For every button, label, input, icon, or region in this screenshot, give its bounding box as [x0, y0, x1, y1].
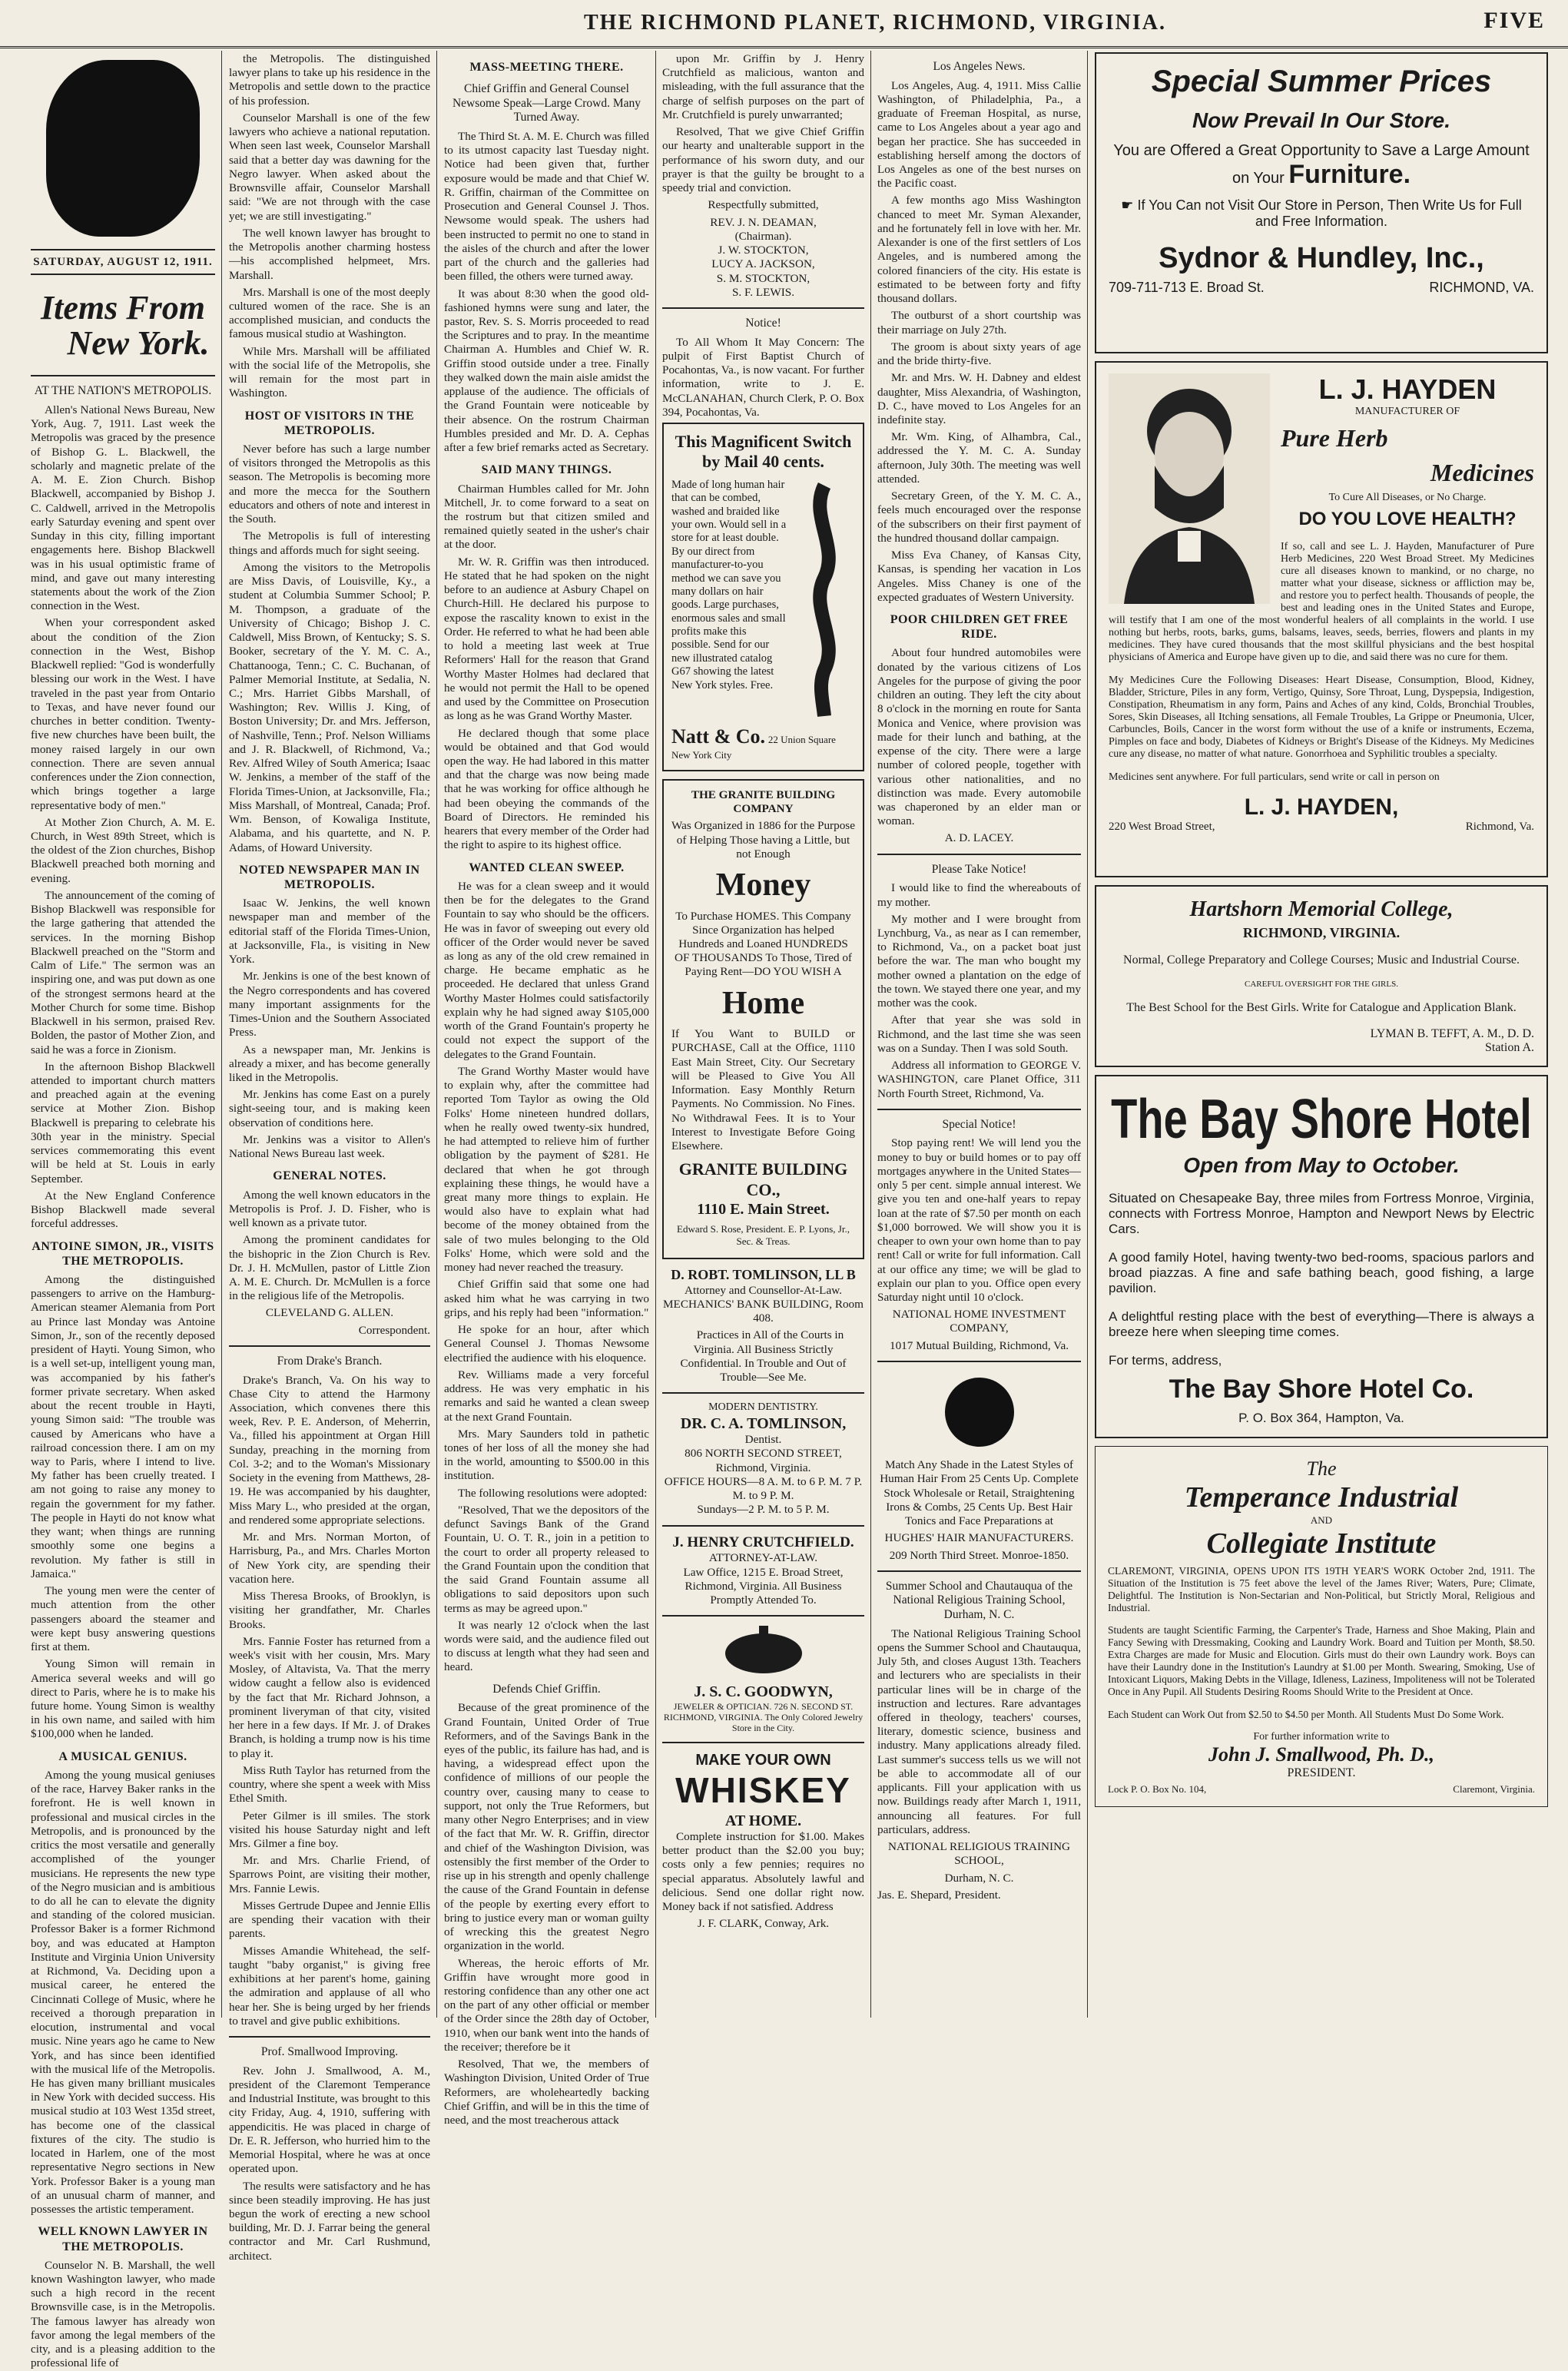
article-paragraph: At Mother Zion Church, A. M. E. Church, in West 89th Street, which is the oldest of the Zion churches, Bishop Blackwell preached both morning and evening. — [31, 815, 215, 885]
dentist-hours: Sundays—2 P. M. to 5 P. M. — [697, 1503, 830, 1517]
article-paragraph: The Third St. A. M. E. Church was filled to its utmost capacity last Tuesday night. Notice had been given that, further exposure would be made and that Chief W. R. Griffin, chairman of the Committee on Prosecution and General Counsel J. Thos. Newsome would speak. The ushers had been instructed to permit no one to stand in the aisles of the church and after the lower part of the church and the galleries had been filled, the others were turned away. — [444, 129, 649, 284]
summer-line-2-text: If You Can not Visit Our Store in Person, Then Write Us for Full and Free Information. — [1137, 197, 1522, 229]
granite-line: If You Want to BUILD or PURCHASE, Call at the Office, 1110 East Main Street, City. Our Secretary will be Pleased to Give You All Information. Easy Monthly Return Payments. No Commission. No Fines. No Withdrawal Fees. It is to Your Interest to Investigate Before Going Elsewhere. — [671, 1027, 855, 1152]
hayden-city: Richmond, Va. — [1465, 821, 1534, 833]
hayden-name: L. J. HAYDEN — [1318, 373, 1497, 405]
column-rule — [870, 51, 871, 2018]
law-line: Practices in All of the Courts in Virginia. All Business Strictly Confidential. In Trouble and Out of Trouble—See Me. — [680, 1328, 847, 1384]
whiskey-line-2: WHISKEY — [675, 1769, 851, 1810]
temperance-and: AND — [1310, 1514, 1333, 1526]
bayshore-paragraph: Situated on Chesapeake Bay, three miles from Fortress Monroe, Virginia, connects with Fortress Monroe, Hampton and Newport News by Electric Cars. — [1109, 1190, 1534, 1236]
dentist-hours: OFFICE HOURS—8 A. M. to 6 P. M. 7 P. M. to 9 P. M. — [664, 1474, 863, 1503]
section-heading: Los Angeles News. — [933, 60, 1026, 73]
article-paragraph: Address all information to GEORGE V. WASHINGTON, care Planet Office, 311 North Fourth Street, Richmond, Va. — [877, 1059, 1081, 1100]
article-paragraph: Mr. Wm. King, of Alhambra, Cal., addressed the Y. M. C. A. Sunday afternoon, July 30th. The meeting was well attended. — [877, 430, 1081, 486]
article-paragraph: The National Religious Training School opens the Summer School and Chautauqua, July 5th, and closes August 13th. Teachers and lecturers who are specialists in their particular lines will be in charge of the instruction and lectures. Rare advantages offered in theology, teachers' courses, literary, domestic science, business and industry. Many applications already filed. Last summer's success tells us we will not be able to accommodate all of our applicants. Fill your application with us now. Buildings ready after March 1, 1911, announcing all features. For full particulars, address. — [877, 1627, 1081, 1836]
hair-ad-address: 209 North Third Street. Monroe-1850. — [889, 1548, 1069, 1562]
dentist-title: MODERN DENTISTRY. — [708, 1401, 818, 1414]
article-paragraph: Respectfully submitted, — [708, 198, 819, 212]
hair-icon — [933, 1370, 1026, 1454]
hayden-ad — [1095, 361, 1548, 877]
masthead-title: THE RICHMOND PLANET, RICHMOND, VIRGINIA. — [584, 11, 1167, 35]
signature: A. D. LACEY. — [944, 831, 1014, 845]
column-rule — [1087, 51, 1088, 2018]
switch-ad-head: This Magnificent Switch — [675, 431, 852, 451]
hartshorn-station: Station A. — [1484, 1041, 1534, 1054]
article-paragraph: He spoke for an hour, after which General Counsel J. Thomas Newsome electrified the audience with his eloquence. — [444, 1323, 649, 1365]
article-paragraph: Miss Ruth Taylor has returned from the country, where she spent a week with Miss Ethel Smith. — [229, 1763, 430, 1806]
temperance-name: John J. Smallwood, Ph. D., — [1208, 1743, 1434, 1766]
hayden-name-2: L. J. HAYDEN, — [1244, 794, 1399, 820]
bayshore-title: The Bay Shore Hotel — [1111, 1086, 1532, 1150]
article-paragraph: Mrs. Mary Saunders told in pathetic tones of her loss of all the money she had in the world, amounting to $500.00 in this institution. — [444, 1427, 649, 1483]
article-paragraph: Mr. Jenkins was a visitor to Allen's National News Bureau last week. — [229, 1132, 430, 1161]
hartshorn-signature: LYMAN B. TEFFT, A. M., D. D. — [1370, 1027, 1534, 1040]
hair-ad — [877, 1370, 1081, 1563]
hayden-address-row — [1109, 821, 1534, 834]
article-paragraph: Resolved, That we, the members of Washington Division, United Order of True Reformers, are wholeheartedly backing Chief Griffin, and will be in this the time of need, and the most treacherous attack — [444, 2058, 649, 2127]
article-paragraph: Young Simon will remain in America several weeks and will go direct to Paris, where he is to make his future home. Young Simon is wealthy in his own name, and sailed with him $100,000 when he landed. — [31, 1657, 215, 1741]
company-address: 1017 Mutual Building, Richmond, Va. — [889, 1338, 1069, 1352]
crutchfield-name: J. HENRY CRUTCHFIELD. — [672, 1534, 854, 1550]
section-heading: GENERAL NOTES. — [273, 1169, 386, 1183]
temperance-city: Claremont, Virginia. — [1453, 1783, 1535, 1796]
headline — [31, 290, 215, 361]
divider — [877, 1361, 1081, 1362]
whiskey-line-3: AT HOME. — [724, 1812, 802, 1829]
section-heading: Defends Chief Griffin. — [492, 1682, 601, 1696]
granite-officers: Edward S. Rose, President. E. P. Lyons, Jr., Sec. & Treas. — [677, 1223, 850, 1247]
divider — [877, 854, 1081, 855]
hartshorn-city: RICHMOND, VIRGINIA. — [1242, 925, 1401, 940]
article-paragraph: Among the prominent candidates for the bishopric in the Zion Church is Rev. Dr. J. H. McMullen, pastor of Little Zion A. M. E. Church. Dr. McMullen is a force in the religious life of the Metropolis. — [229, 1233, 430, 1303]
goodwyn-body: JEWELER & OPTICIAN. 726 N. SECOND ST. RICHMOND, VIRGINIA. The Only Colored Jewelry Store in the City. — [663, 1700, 864, 1734]
article-paragraph: Resolved, That we give Chief Griffin our hearty and unalterable support in the performance of his sworn duty, and our prayer is that the guilty be brought to a speedy trial and conviction. — [662, 125, 864, 195]
article-paragraph: In the afternoon Bishop Blackwell attended to important church matters and preached again at the evening service at Mother Zion. Bishop Blackwell is preparing to celebrate his 30th year in the ministry. Special services commemorating this event will be held at St. Louis in early September. — [31, 1059, 215, 1186]
article-paragraph: Whereas, the heroic efforts of Mr. Griffin have wrought more good in restoring confidence than any other one act on the part of any other official or member of the Order since the 28th day of October, 1910, when our bank went into the hands of the receiver; therefore be it — [444, 1956, 649, 2054]
pocket-watch-icon — [718, 1624, 810, 1678]
article-paragraph: Mr. W. R. Griffin was then introduced. He stated that he had spoken on the night before to an audience at Asbury Chapel on Church-Hill. He declared his purpose to expose the rascality known to exist in the Order. He referred to what he had been able to hold a meeting last week at True Reformers' Hall for the reason that Grand Worthy Master Holmes had declared that he would not permit the Hall to be opened and used by the Committee on Prosecution as long as he was Grand Worthy Master. — [444, 555, 649, 723]
hayden-cure: To Cure All Diseases, or No Charge. — [1328, 492, 1487, 503]
article-paragraph: Peter Gilmer is ill smiles. The stork visited his house Saturday night and left Mrs. Gilmer a fine boy. — [229, 1809, 430, 1851]
hayden-question: DO YOU LOVE HEALTH? — [1298, 509, 1517, 529]
temperance-body: Students are taught Scientific Farming, the Carpenter's Trade, Harness and Shoe Making, Plain and Fancy Sewing with Dressmaking, Cooking and Laundry Work. Board and Tuition per Month, $8.50. Extra Charges are made for Music and Elocution. Girls must do their own Laundry work. Boys can have their Laundry done in the Institution's Laundry at $1.00 per Month. Swearing, Smoking, Use of Intoxicant Liquors, Making Debts in the Village, Idleness, Laziness, Impoliteness will not be Tolerated Once in Any Pupil. All Students Desiring Rooms Should Write to the President at Once. — [1108, 1624, 1535, 1698]
divider — [662, 307, 864, 309]
bayshore-paragraph: A delightful resting place with the best of everything—There is always a breeze here when sleeping time comes. — [1109, 1308, 1534, 1339]
article-paragraph: As a newspaper man, Mr. Jenkins is already a mixer, and has become generally liked in the Metropolis. — [229, 1043, 430, 1084]
page-number: FIVE — [1483, 8, 1545, 33]
granite-address: 1110 E. Main Street. — [697, 1201, 830, 1218]
article-paragraph: Rev. Williams made a very forceful address. He was very emphatic in his remarks and said he wanted a clean sweep at the next Grand Fountain. — [444, 1368, 649, 1424]
company-name: NATIONAL HOME INVESTMENT COMPANY, — [892, 1308, 1066, 1335]
column-rule — [436, 51, 437, 2018]
article-paragraph: Secretary Green, of the Y. M. C. A., feels much encouraged over the response of the subscribers on their first payment of the hundred thousand dollar campaign. — [877, 489, 1081, 545]
column-rule — [221, 51, 222, 2018]
dentist-ad — [662, 1401, 864, 1517]
pointing-hand-icon: ☛ — [1121, 197, 1134, 213]
divider — [662, 1742, 864, 1743]
divider — [877, 1109, 1081, 1110]
article-paragraph: Isaac W. Jenkins, the well known newspaper man and member of the editorial staff of the Florida Times-Union, at Jacksonville, Fla., is visiting in New York. — [229, 897, 430, 967]
granite-company: GRANITE BUILDING CO., — [678, 1159, 848, 1199]
bayshore-ad — [1095, 1075, 1548, 1438]
summer-prices-ad — [1095, 52, 1548, 353]
summer-line — [1109, 142, 1534, 190]
hayden-body: If so, call and see L. J. Hayden, Manufacturer of Pure Herb Medicines, 220 West Broad Street. My Medicines cure all diseases known to mankind, or no charge, no matter what your disease, sickness or affliction may be, and restore you to perfect health. Thousands of people, the best and leading ones in the United States and Europe, will testify that I am one of the most wonderful healers of all complaints in the world. I use nothing but herbs, roots, barks, gums, balsams, leaves, seeds, berries, flowers and plants in my medicines. They have cured thousands that the most skillful physicians and the best hospital physicians of America and Europe have given up to die, and said there was no cure for them. — [1109, 541, 1534, 663]
signers — [662, 216, 864, 300]
article-paragraph: A few months ago Miss Washington chanced to meet Mr. Syman Alexander, and he fortunately fell in love with her. Mr. Alexander is one of the first settlers of Los Angeles, and is numbered among the colored financiers of the city. His estate is estimated to be between forty and fifty thousand dollars. — [877, 194, 1081, 306]
section-heading: WANTED CLEAN SWEEP. — [469, 861, 625, 874]
switch-ad-body: Made of long human hair that can be combed, washed and braided like your own. Would sell in a store for at least double. By our direct from manufacturer-to-you method we can save you many dollars on hair goods. Large purchases, enormous sales and small profits make this possible. Send for our new illustrated catalog G67 showing the latest New York styles. Free. — [671, 478, 787, 691]
article-paragraph: upon Mr. Griffin by J. Henry Crutchfield as malicious, wanton and misleading, with the full assurance that the charge of selfish purposes on the part of Mr. Crutchfield is purely unwarranted; — [662, 52, 864, 121]
article-paragraph: Mr. and Mrs. Norman Morton, of Harrisburg, Pa., and Mrs. Charles Morton of New York city, are spending their vacation here. — [229, 1530, 430, 1586]
article-paragraph: The groom is about sixty years of age and the bride thirty-five. — [877, 340, 1081, 368]
temperance-box-row — [1108, 1783, 1535, 1796]
divider — [31, 375, 215, 376]
whiskey-body: Complete instruction for $1.00. Makes better product than the $2.00 you buy; costs only a few pennies; requires no special apparatus. Absolutely lawful and delicious. Send one dollar right now. Money back if not satisfied. Address — [662, 1829, 864, 1914]
crutchfield-body: Law Office, 1215 E. Broad Street, Richmond, Virginia. All Business Promptly Attended To. — [683, 1565, 844, 1607]
hayden-portrait — [1109, 373, 1270, 604]
granite-line: To Purchase HOMES. This Company Since Organization has helped Hundreds and Loaned HUNDREDS OF THOUSANDS To Those, Tired of Paying Rent—DO YOU WISH A — [674, 909, 852, 979]
section-heading: Summer School and Chautauqua of the National Religious Training School, Durham, N. C. — [885, 1579, 1073, 1621]
divider — [877, 1570, 1081, 1572]
article-paragraph: At the New England Conference Bishop Blackwell made several forceful addresses. — [31, 1189, 215, 1231]
switch-ad-address: 22 Union Square New York City — [671, 733, 836, 761]
hayden-body: My Medicines Cure the Following Diseases: Heart Disease, Consumption, Blood, Kidney, Bladder, Stricture, Piles in any form, Vertigo, Quinsy, Sore Throat, Lung, Dyspepsia, Indigestion, Constipation, Rheumatism in any form, Pains and Aches of any kind, Colds, Bronchial Troubles, Sores, Skin Diseases, all Itching sensations, all Female Troubles, La Grippe or Pneumonia, Ulcer, Carbuncles, Boils, Cancer in the worst form without the use of a knife or instruments, Eczema, Pimples on face and body, Diabetes of Kidneys or Bright's Disease of the Kidneys. My Medicines cure any disease, no matter of what nature. Gonorrhoea and Syphilitic troubles a specialty. — [1109, 675, 1534, 760]
article-paragraph: Miss Eva Chaney, of Kansas City, Kansas, is spending her vacation in Los Angeles. Miss Chaney is one of the expected graduates of Western University. — [877, 549, 1081, 604]
column-4 — [662, 52, 864, 2015]
hartshorn-line: Normal, College Preparatory and College Courses; Music and Industrial Course. — [1123, 953, 1520, 967]
article-paragraph: The outburst of a short courtship was their marriage on July 27th. — [877, 309, 1081, 337]
goodwyn-ad — [662, 1624, 864, 1733]
section-heading: SAID MANY THINGS. — [481, 463, 612, 477]
switch-ad-firm: Natt & Co. — [671, 725, 766, 748]
article-paragraph: About four hundred automobiles were donated by the various citizens of Los Angeles for the purpose of giving the poor children an outing. They left the city about 8 o'clock in the morning en route for Santa Monica and Venice, where provision was made for their lunch and bathing, at the expense of the city. There were a large number of colored people, together with various other nationalities, and no distinction was made. Every automobile was chaperoned by an elder man or woman. — [877, 646, 1081, 828]
summer-furniture: Furniture. — [1288, 160, 1411, 189]
switch-ad — [662, 423, 864, 771]
temperance-title-1: Temperance Industrial — [1184, 1481, 1459, 1514]
article-paragraph: Among the well known educators in the Metropolis is Prof. J. D. Fisher, who is well known as a private tutor. — [229, 1188, 430, 1230]
dentist-name: DR. C. A. TOMLINSON, — [680, 1415, 847, 1433]
section-heading: Please Take Notice! — [931, 862, 1027, 876]
article-paragraph: He declared though that some place would be obtained and that God would open the way. He had labored in this matter and that the charge was now being made that he was working for office although he had been obeying the commands of the Board of Directors. He reminded his hearers that every member of the Order had the right to aspire to its highest office. — [444, 726, 649, 852]
whiskey-ad — [662, 1751, 864, 1932]
signer: J. W. STOCKTON, — [718, 244, 809, 257]
temperance-box: Lock P. O. Box No. 104, — [1108, 1783, 1207, 1796]
article-paragraph: Mr. Jenkins is one of the best known of the Negro correspondents and has covered many important assignments for the Times-Union and the Southern Associated Press. — [229, 970, 430, 1040]
subheading: AT THE NATION'S METROPOLIS. — [34, 384, 212, 398]
section-heading: POOR CHILDREN GET FREE RIDE. — [890, 613, 1069, 642]
subheading: Chief Griffin and General Counsel Newsome Speak—Large Crowd. Many Turned Away. — [452, 82, 641, 124]
article-paragraph: It was about 8:30 when the good old-fashioned hymns were sung and later, the pastor, Rev. S. S. Morris proceeded to read the Scriptures and to pray. In the meantime Chairman A. Humbles and Chief W. R. Griffin stood outside under a tree. Finally they walked down the main aisle amidst the applause of the audience. The officials of the Grand Fountain were noticeable by their absence. On the rostrum Chairman Humbles presided and Mr. D. A. Cephas after a few brief remarks acted as Secretary. — [444, 287, 649, 455]
signature-title: Correspondent. — [358, 1323, 430, 1337]
article-paragraph: It was nearly 12 o'clock when the last words were said, and the audience filed out to discuss at length what they had seen and heard. — [444, 1618, 649, 1674]
dentist-address: 806 NORTH SECOND STREET, Richmond, Virginia. — [685, 1447, 842, 1474]
temperance-title-2: Collegiate Institute — [1206, 1527, 1437, 1560]
dentist-sub: Dentist. — [744, 1433, 782, 1447]
article-paragraph: Mrs. Fannie Foster has returned from a week's visit with her cousin, Mrs. Mary Mosley, of Altavista, Va. That the merry widow caught a fellow also is evidenced by the fact that Mr. Richard Johnson, a prominent liveryman of that city, visited her here in a few days. If Mr. J. of Drakes Branch, is holding a trump now is his time to play it. — [229, 1634, 430, 1760]
hayden-medicines: Medicines — [1430, 459, 1534, 486]
article-paragraph: While Mrs. Marshall will be affiliated with the social life of the Metropolis, she will remain for the most part in Washington. — [229, 344, 430, 400]
article-paragraph: Los Angeles, Aug. 4, 1911. Miss Callie Washington, of Philadelphia, Pa., a graduate of Freeman Hospital, as nurse, came to Los Angeles about a year ago and began her practice. She has succeeded in establishing herself among the doctors of Los Angeles as one of the best nurses on the Pacific coast. — [877, 78, 1081, 191]
article-paragraph: Among the distinguished passengers to arrive on the Hamburg-American steamer Alemania from Port au Prince last Monday was Antoine Simon, Jr., son of the recently deposed president of Hayti. Young Simon, who is a well set-up, intelligent young man, was accompanied by his father's former private secretary. When asked about the recent trouble in Hayti, young Simon said: "The trouble was caused by Americans who have a railroad concession there. I am on my way to Paris, where I intend to live. My father has been cruelly treated. I am not going to raise any money to regain the government for my father. The people in Hayti do not know what they want; when things are running smoothly some one begins a revolution. My father is still in Jamaica." — [31, 1272, 215, 1580]
crutchfield-sub: ATTORNEY-AT-LAW. — [708, 1551, 818, 1565]
article-paragraph: Drake's Branch, Va. On his way to Chase City to attend the Harmony Association, which convenes there this week, Rev. P. E. Anderson, of Meherrin, Va., filled his appointment at Organ Hill Sunday, preaching in the morning from Col. 3-2; and to the Woman's Missionary Society in the evening from Matthews, 28-19. He was accompanied by his daughter, Miss Mary L., who presided at the organ, and rendered some appropriate selections. — [229, 1373, 430, 1527]
summer-line-text: You are Offered a Great Opportunity to Save a Large Amount on Your — [1113, 142, 1530, 187]
temperance-the: The — [1306, 1457, 1337, 1480]
article-paragraph: My mother and I were brought from Lynchburg, Va., as near as I can remember, to Richmond, Va., on a packet boat just before the war. The man who bought my mother owned a plantation on the edge of the town. We stayed there one year, and my mother was the cook. — [877, 912, 1081, 1010]
column-2 — [229, 52, 430, 2263]
article-paragraph: Allen's National News Bureau, New York, Aug. 7, 1911. Last week the Metropolis was graced by the presence of Bishop G. L. Blackwell, the scholarly and magnetic prelate of the A. M. E. Zion Church. Bishop Blackwell, accompanied by Bishop J. C. Caldwell, arrived in the Metropolis early Saturday evening and spent over Sunday in this city, filling important engagements here. Bishop Blackwell was in his usual optimistic frame of mind, and gave out many interesting statements about the work of the Zion connection in the West. — [31, 403, 215, 613]
law-line: Attorney and Counsellor-At-Law. MECHANICS' BANK BUILDING, Room 408. — [663, 1283, 864, 1325]
section-heading: HOST OF VISITORS IN THE METROPOLIS. — [244, 409, 415, 437]
article-paragraph: the Metropolis. The distinguished lawyer plans to take up his residence in the Metropolis and settle down to the practice of his profession. — [229, 52, 430, 108]
hartshorn-ad — [1095, 885, 1548, 1067]
granite-home: Home — [721, 985, 805, 1021]
summer-address-row — [1109, 280, 1534, 296]
dateline: SATURDAY, AUGUST 12, 1911. — [31, 249, 215, 275]
section-heading: Notice! — [745, 316, 781, 330]
divider — [229, 1345, 430, 1347]
hair-ad-body: Match Any Shade in the Latest Styles of Human Hair From 25 Cents Up. Complete Stock Wholesale or Retail, Straightening Irons & Combs, 25 Cents Up. Best Hair Tonics and Face Preparations at — [880, 1458, 1079, 1528]
hayden-sub: MANUFACTURER OF — [1354, 406, 1460, 417]
article-paragraph: Stop paying rent! We will lend you the money to buy or build homes or to pay off mortgages anywhere in the United States—only 5 per cent. simple annual interest. We give you ten and one-half years to repay loan at the rate of $7.50 per month on each $1,000 borrowed. We will show you it is cheaper to own your own home than to pay rent! Call or write for full information. Call at our office any time; we will be glad to explain our plan to you. Office open every Saturday night until 10 o'clock. — [877, 1136, 1081, 1304]
article-paragraph: Counselor Marshall is one of the few lawyers who achieve a national reputation. When seen last week, Counselor Marshall said that a better day was dawning for the Negro lawyer. When asked about the Brownsville affair, Counselor Marshall said: "We are not through with the case yet; we are still investigating." — [229, 111, 430, 223]
hayden-address: 220 West Broad Street, — [1109, 821, 1215, 833]
bayshore-company: The Bay Shore Hotel Co. — [1169, 1374, 1474, 1404]
goodwyn-name: J. S. C. GOODWYN, — [694, 1683, 833, 1700]
article-paragraph: The results were satisfactory and he has since been steadily improving. He has just begun the work of erecting a new school building, Mr. D. J. Farrar being the general contractor and Mr. Carl Rushmund, architect. — [229, 2179, 430, 2263]
divider — [662, 1525, 864, 1527]
whiskey-address: J. F. CLARK, Conway, Ark. — [697, 1917, 830, 1931]
school-signature: NATIONAL RELIGIOUS TRAINING SCHOOL, — [887, 1840, 1071, 1868]
bayshore-open: Open from May to October. — [1183, 1152, 1460, 1177]
signer: REV. J. N. DEAMAN, — [710, 215, 817, 229]
tomlinson-law-ad — [662, 1267, 864, 1384]
column-5 — [877, 52, 1081, 2015]
temperance-body: CLAREMONT, VIRGINIA, OPENS UPON ITS 19TH YEAR'S WORK October 2nd, 1911. The Situation of the Institution is 75 feet above the level of the James River; Waters, Pure; Climate, Delightful. The Institution is Non-Sectarian and Non-Political, but Strictly Moral, Religious and Industrial. — [1108, 1564, 1535, 1613]
divider — [662, 1615, 864, 1617]
temperance-ad — [1095, 1446, 1548, 1808]
column-rule — [655, 51, 656, 2018]
article-paragraph: Among the visitors to the Metropolis are Miss Davis, of Louisville, Ky., a student at Columbia Summer School; P. M. Thompson, a graduate of the University of Chicago; Bishop J. C. Caldwell, Miss Brown, of Kentucky; S. S. Booker, secretary of the Y. M. C. A., Chattanooga, Tenn.; C. C. Buchanan, of Palmer Memorial Institute, at Sedalia, N. C.; Mrs. Harriet Gibbs Marshall, of Washington; Rev. Willis J. King, of Boston University; Dr. and Mrs. Jefferson, of Nashville, Tenn.; Prof. Nelson Williams and J. R. Blackwell, of Richmond, Va.; Rev. Alfred Wiley of South America; Isaac W. Jenkins, a member of the staff of the Florida Times-Union, at Jacksonville, Fla.; Miss Marshall, of Montreal, Canada; Prof. Wm. Benson, of Kowaliga Institute, Alabama, and his quartette, and N. P. Adams, of Howard University. — [229, 560, 430, 854]
signer: S. M. STOCKTON, — [716, 271, 811, 285]
article-paragraph: Never before has such a large number of visitors thronged the Metropolis as this season. The Metropolis is becoming more and more the mecca for the Southern educators and others of note and interest in the South. — [229, 443, 430, 526]
article-paragraph: Chief Griffin said that some one had asked him what he was carrying in two grips, and his reply had been "information." — [444, 1278, 649, 1319]
granite-money: Money — [715, 867, 811, 904]
section-heading: NOTED NEWSPAPER MAN IN METROPOLIS. — [239, 863, 420, 891]
article-paragraph: Misses Gertrude Dupee and Jennie Ellis are spending their vacation with their parents. — [229, 1898, 430, 1941]
granite-line: Was Organized in 1886 for the Purpose of Helping Those having a Little, but not Enough — [671, 819, 855, 861]
switch-ad-price: by Mail 40 cents. — [702, 452, 824, 472]
article-paragraph: I would like to find the whereabouts of my mother. — [877, 881, 1081, 909]
hayden-header — [1109, 373, 1534, 530]
divider — [229, 2036, 430, 2038]
section-heading: A MUSICAL GENIUS. — [58, 1749, 187, 1763]
summer-title: Special Summer Prices — [1151, 65, 1492, 98]
article-paragraph: Mr. and Mrs. Charlie Friend, of Sparrows Point, are visiting their mother, Mrs. Fannie Lewis. — [229, 1854, 430, 1895]
article-paragraph: Mr. and Mrs. W. H. Dabney and eldest daughter, Miss Alexandria, of Washington, D. C., have moved to Los Angeles for an indefinite stay. — [877, 371, 1081, 426]
article-paragraph: He was for a clean sweep and it would then be for the delegates to the Grand Fountain to say who should be the officers. He was in favor of sweeping out every old officer of the Order would never be saved as long as any of the old crew remained in charge. He became emphatic as he proceeded. He declared that unless Grand Worthy Master Holmes could satisfactorily explain why he had signed away $105,000 worth of the Grand Fountain's property he could not expect the support of the delegates to the Grand Fountain. — [444, 879, 649, 1061]
summer-firm: Sydnor & Hundley, Inc., — [1159, 242, 1484, 274]
advertisement-column — [1095, 52, 1548, 2015]
crutchfield-ad — [662, 1534, 864, 1608]
headline-line-1: Items From — [41, 289, 205, 327]
article-paragraph: Counselor N. B. Marshall, the well known Washington lawyer, who made such a high record in the recent Brownsville case, is in the Metropolis. The famous lawyer has already won favor among the legal members of the city, and is a pleasing addition to the professional life of — [31, 2258, 215, 2370]
article-paragraph: "Resolved, That we the depositors of the defunct Savings Bank of the Grand Fountain, U. O. T. R., join in a petition to the court to order all property released to the Grand Fountain upon the condition that the said Grand Fountain assume all obligations to said depositors upon such terms as may be agreed upon." — [444, 1503, 649, 1615]
signature: CLEVELAND G. ALLEN. — [265, 1306, 394, 1320]
divider — [662, 1392, 864, 1394]
summer-city: RICHMOND, VA. — [1429, 280, 1534, 295]
article-paragraph: The young men were the center of much attention from the other passengers aboard the steamer and were kept busy answering questions first at them. — [31, 1584, 215, 1654]
signer: S. F. LEWIS. — [731, 285, 795, 299]
bayshore-terms: For terms, address, — [1109, 1352, 1222, 1368]
hair-switch-icon — [801, 486, 847, 716]
temperance-more: For further information write to — [1253, 1731, 1390, 1743]
article-paragraph: To All Whom It May Concern: The pulpit of First Baptist Church of Pocahontas, Va., is now vacant. For further information, write to J. E. McCLANAHAN, Church Clerk, P. O. Box 394, Pocahontas, Va. — [662, 335, 864, 419]
summer-sub: Now Prevail In Our Store. — [1192, 108, 1451, 132]
article-paragraph: Mr. Jenkins has come East on a purely sight-seeing tour, and is making keen observation of conditions here. — [229, 1088, 430, 1129]
column-1 — [31, 52, 215, 2370]
bayshore-paragraph: A good family Hotel, having twenty-two bed-rooms, spacious parlors and broad piazzas. A fine and safe bathing beach, good fishing, a large pavilion. — [1109, 1249, 1534, 1295]
section-heading: Special Notice! — [942, 1117, 1016, 1131]
article-paragraph: Misses Amandie Whitehead, the self-taught "baby organist," is giving free exhibitions at her parent's home, gaining the admiration and applause of all who hear her. She is being urged by her friends to travel and give public exhibitions. — [229, 1944, 430, 2028]
switch-ad-firm-row — [671, 725, 855, 762]
summer-address: 709-711-713 E. Broad St. — [1109, 280, 1265, 295]
temperance-president: PRESIDENT. — [1287, 1766, 1356, 1780]
article-paragraph: The following resolutions were adopted: — [458, 1486, 648, 1500]
article-paragraph: When your correspondent asked about the condition of the Zion connection in the West, Bishop Blackwell replied: "God is wonderfully blessing our work in the West. I have traveled in the past year from Ontario to Texas, and have never found our churches in better condition. Twenty-five new churches have been built, the money raised largely in our own connection. There are seven annual conferences under the Zion connection, which brings together a large representative body of men." — [31, 616, 215, 812]
masthead — [0, 0, 1568, 48]
article-paragraph: The Metropolis is full of interesting things and affords much for sight seeing. — [229, 529, 430, 557]
section-heading: Prof. Smallwood Improving. — [260, 2045, 399, 2059]
article-paragraph: The announcement of the coming of Bishop Blackwell was responsible for the large gathering that attended the services. In the morning Bishop Blackwell preached on the "Storm and Calm of Life." The sermon was an inspiring one, and was put down as one of the strongest sermons heard at the Mother Church for some time. Bishop Blackwell in his sermon, praised Rev. Bolden, the pastor of Mother Zion, and said he was a force in Zionism. — [31, 888, 215, 1056]
hartshorn-line: The Best School for the Best Girls. Write for Catalogue and Application Blank. — [1126, 1001, 1517, 1014]
summer-line-2 — [1109, 197, 1534, 230]
hayden-body: Medicines sent anywhere. For full particulars, send write or call in person on — [1109, 771, 1440, 783]
ink-blot — [46, 60, 200, 237]
hair-ad-firm: HUGHES' HAIR MANUFACTURERS. — [884, 1531, 1074, 1545]
article-paragraph: Mrs. Marshall is one of the most deeply cultured women of the race. She is an accomplished musician, and conducts the famous musical studio at Washington. — [229, 285, 430, 341]
section-heading: From Drake's Branch. — [277, 1354, 383, 1368]
signer: LUCY A. JACKSON, — [711, 257, 815, 271]
school-president: Jas. E. Shepard, President. — [877, 1888, 1001, 1902]
hartshorn-title: Hartshorn Memorial College, — [1189, 897, 1454, 921]
article-paragraph: Chairman Humbles called for Mr. John Mitchell, Jr. to come forward to a seat on the rostrum but that citizen smiled and remained quietly seated in the usher's chair at the door. — [444, 482, 649, 552]
headline-line-2: New York. — [67, 324, 210, 363]
article-paragraph: Miss Theresa Brooks, of Brooklyn, is visiting her grandfather, Mr. Charles Brooks. — [229, 1590, 430, 1631]
section-heading: ANTOINE SIMON, JR., VISITS THE METROPOLIS. — [31, 1239, 214, 1268]
law-name: D. ROBT. TOMLINSON, LL B — [671, 1267, 856, 1283]
section-heading: MASS-MEETING THERE. — [469, 61, 624, 74]
temperance-body: Each Student can Work Out from $2.50 to $4.50 per Month. All Students Must Do Some Work. — [1108, 1708, 1504, 1720]
granite-ad — [662, 779, 864, 1259]
hartshorn-line: CAREFUL OVERSIGHT FOR THE GIRLS. — [1245, 980, 1398, 989]
article-paragraph: The Grand Worthy Master would have to explain why, after the committee had reported Tom Taylor as owing the Old Folks' Home nineteen hundred dollars, when he really owed twenty-six hundred, he had attempted to relieve him of further obligation by the payment of $281. He declared that when he got through explaining these things, he would have a great many more things to explain. He would also have to explain what had become of the money obtained from the sale of two mules belonging to the Old Folks' Home, which were sold and the money had never reached the treasury. — [444, 1064, 649, 1275]
article-paragraph: Among the young musical geniuses of the race, Harvey Baker ranks in the forefront. He is well known in professional and musical circles in the Metropolis, and is pronounced by the critics the most versatile and generally accomplished of the younger musicians. He represents the new type of the Negro musician and is ambitious to do all he can to elevate the dignity and standing of the colored musician. Professor Baker is a former Richmond boy, and was educated at Hampton Institute and Virginia Union University at Richmond, Va. Deciding upon a musical career, he entered the Cincinnati College of Music, where he received a thorough preparation in elocution, instrumental and vocal music. Nine years ago he came to New York, and has since been identified with the musical life of the Metropolis. He has given many brilliant musicales in New York with decided success. His musical studio at 103 West 135d street, has become one of the classical fixtures of the city. The studio is located in Harlem, one of the most representative Negro sections in New York. Professor Baker is a young man of an unusual charm of manner, and possesses the artistic temperament. — [31, 1768, 215, 2217]
hayden-pure: Pure Herb — [1281, 424, 1388, 452]
whiskey-line-1: MAKE YOUR OWN — [695, 1751, 831, 1769]
article-paragraph: After that year she was sold in Richmond, and the last time she was seen was on a Sunday. Then I was sold South. — [877, 1013, 1081, 1055]
signer: (Chairman). — [734, 229, 792, 243]
granite-title: THE GRANITE BUILDING COMPANY — [691, 788, 836, 816]
article-paragraph: The well known lawyer has brought to the Metropolis another charming hostess—his accomplished helpmeet, Mrs. Marshall. — [229, 226, 430, 282]
bayshore-address: P. O. Box 364, Hampton, Va. — [1238, 1410, 1404, 1425]
column-3 — [444, 52, 649, 2127]
article-paragraph: Because of the great prominence of the Grand Fountain, United Order of True Reformers, and of the Savings Bank in the eyes of the public, its failure has had, and is having, a widespread effect upon the confidence of millions of our people the country over, causing many to cease to support, not only the True Reformers, but many other Negro Enterprises; and in view of the fact that Mr. W. R. Griffin, director and chief of the Washington Division, was ostensibly the first member of the Order to rise up in his strength and openly challenge the cause of the Grand Fountain in defense of the people by exerting every effort to bring to justice every man or woman guilty of wrecking this the greatest Negro organization in the world. — [444, 1701, 649, 1953]
section-heading: WELL KNOWN LAWYER IN THE METROPOLIS. — [38, 2225, 208, 2253]
article-paragraph: Rev. John J. Smallwood, A. M., president of the Claremont Temperance and Industrial Institute, was brought to this city Friday, Aug. 4, 1910, suffering with appendicitis. He was placed in charge of Dr. E. R. Jefferson, who hurried him to the Memorial Hospital, where he was at once operated upon. — [229, 2064, 430, 2176]
school-signature-city: Durham, N. C. — [944, 1871, 1014, 1885]
